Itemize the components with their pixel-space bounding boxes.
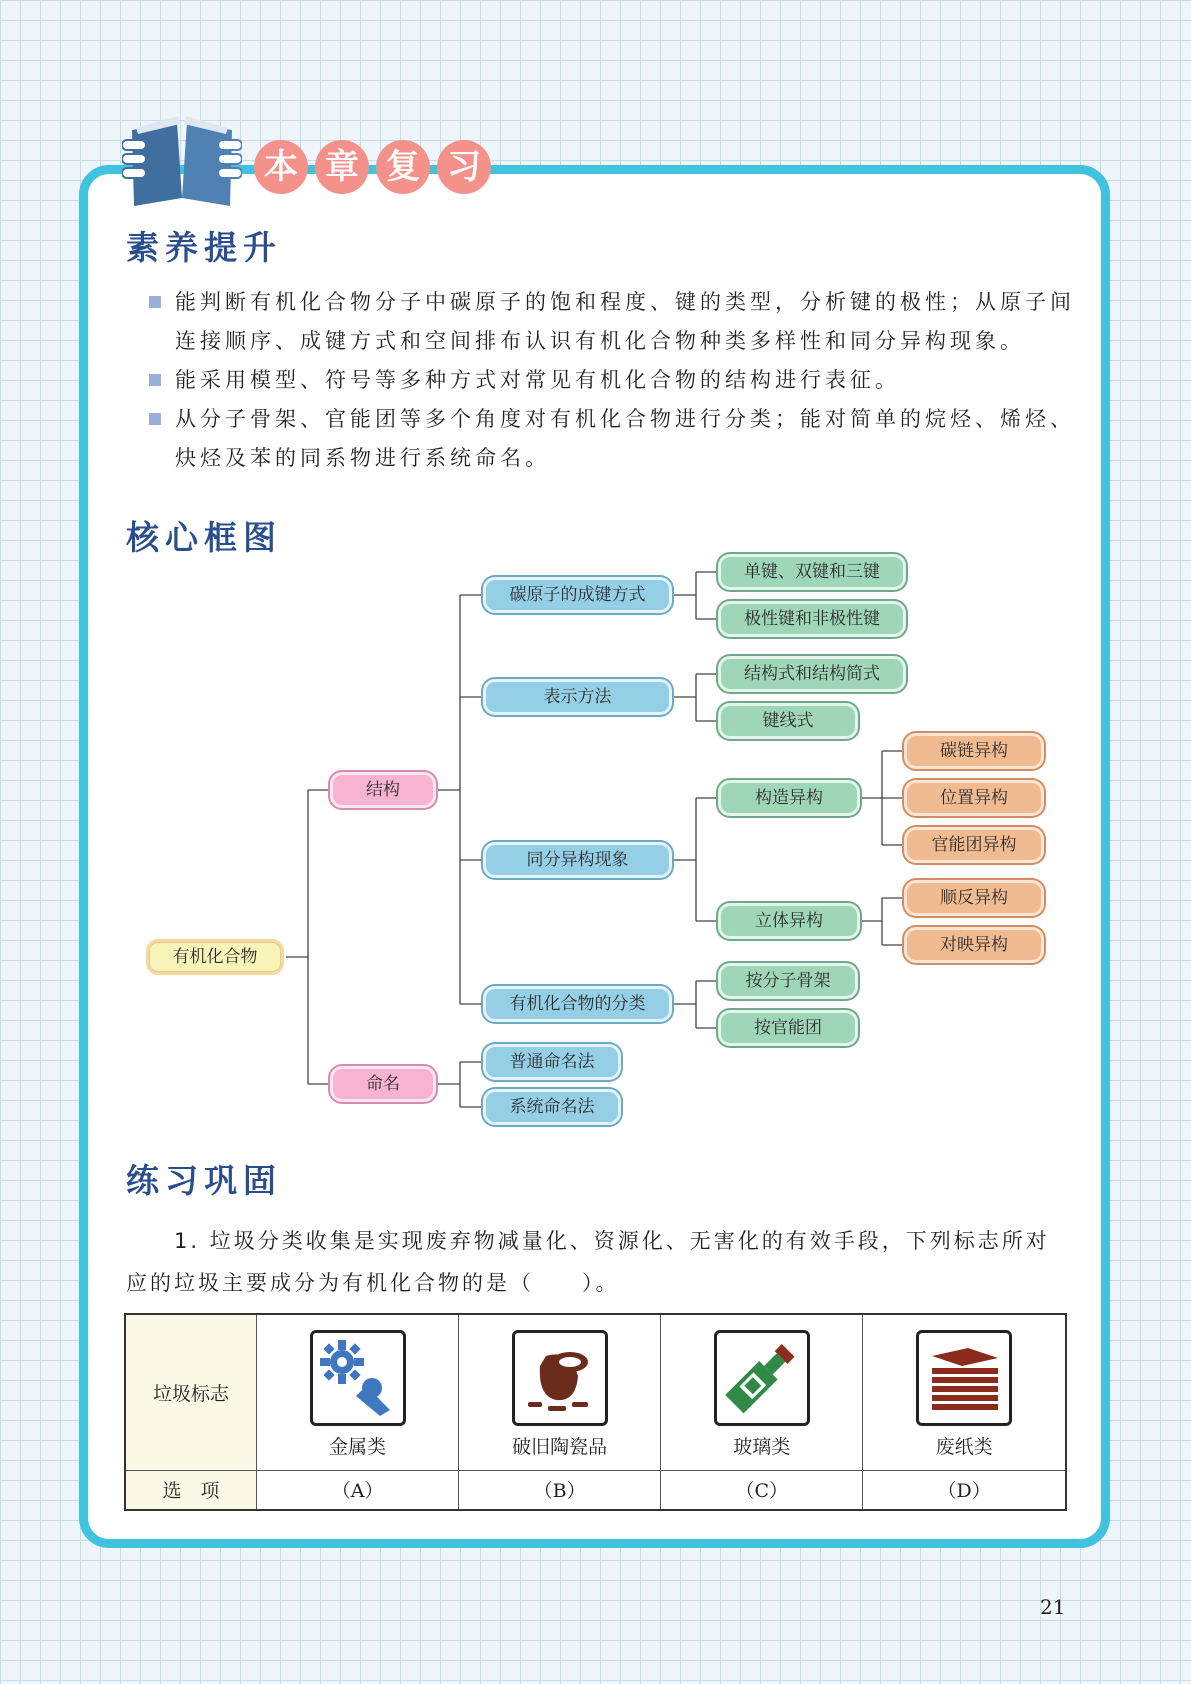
waste-sign-table <box>124 1313 1067 1511</box>
node-representation: 表示方法 <box>483 679 672 715</box>
table-cell <box>661 1314 863 1470</box>
node-stereo-isomer: 立体异构 <box>718 903 860 939</box>
waste-paper-icon <box>916 1330 1012 1426</box>
node-by-functional-group: 按官能团 <box>718 1010 858 1046</box>
node-structure: 结构 <box>330 772 436 808</box>
section-title-literacy: 素养提升 <box>126 228 282 267</box>
banner-char: 章 <box>315 140 369 194</box>
row-header-option: 选 项 <box>125 1470 257 1510</box>
open-book-icon <box>122 110 242 210</box>
bullet-item: 从分子骨架、官能团等多个角度对有机化合物进行分类；能对简单的烷烃、烯烃、炔烃及苯的同系物进行系统命名。 <box>175 400 1075 478</box>
waste-label: 玻璃类 <box>733 1435 791 1458</box>
node-common-naming: 普通命名法 <box>483 1044 621 1080</box>
option-c: （C） <box>661 1470 863 1510</box>
table-cell <box>459 1314 661 1470</box>
node-naming: 命名 <box>330 1066 436 1102</box>
bullet-square-icon <box>149 296 161 308</box>
bullet-item: 能采用模型、符号等多种方式对常见有机化合物的结构进行表征。 <box>175 361 1075 400</box>
section-title-framework: 核心框图 <box>126 518 282 557</box>
question-line: 1. 垃圾分类收集是实现废弃物减量化、资源化、无害化的有效手段，下列标志所对 <box>174 1229 1050 1253</box>
broken-ceramics-icon <box>512 1330 608 1426</box>
question-line: 应的垃圾主要成分为有机化合物的是（ ）。 <box>126 1271 620 1295</box>
banner-char: 习 <box>437 140 491 194</box>
banner-char: 复 <box>376 140 430 194</box>
glass-bottle-icon <box>714 1330 810 1426</box>
node-cis-trans-isomer: 顺反异构 <box>904 880 1044 916</box>
option-b: （B） <box>459 1470 661 1510</box>
node-single-double-triple: 单键、双键和三键 <box>718 554 906 590</box>
waste-label: 金属类 <box>329 1435 387 1458</box>
node-carbon-bonding: 碳原子的成键方式 <box>483 577 672 613</box>
node-functional-group-isomer: 官能团异构 <box>904 827 1044 863</box>
waste-label: 废纸类 <box>935 1435 993 1458</box>
row-header-sign: 垃圾标志 <box>125 1314 257 1470</box>
node-by-skeleton: 按分子骨架 <box>718 963 858 999</box>
node-classification: 有机化合物的分类 <box>483 986 672 1022</box>
bullet-square-icon <box>149 413 161 425</box>
metal-recycle-icon <box>310 1330 406 1426</box>
option-d: （D） <box>863 1470 1066 1510</box>
option-a: （A） <box>257 1470 459 1510</box>
node-organic-compound: 有机化合物 <box>146 939 284 975</box>
question-1 <box>126 1220 1066 1304</box>
node-polar-nonpolar: 极性键和非极性键 <box>718 601 906 637</box>
node-structural-formula: 结构式和结构简式 <box>718 656 906 692</box>
node-enantiomer: 对映异构 <box>904 927 1044 963</box>
literacy-bullets <box>175 283 1075 478</box>
node-position-isomer: 位置异构 <box>904 780 1044 816</box>
node-bond-line: 键线式 <box>718 703 858 739</box>
table-cell <box>257 1314 459 1470</box>
node-constitutional-isomer: 构造异构 <box>718 780 860 816</box>
bullet-square-icon <box>149 374 161 386</box>
section-title-practice: 练习巩固 <box>126 1161 282 1200</box>
bullet-item: 能判断有机化合物分子中碳原子的饱和程度、键的类型，分析键的极性；从原子间连接顺序、成键方式和空间排布认识有机化合物种类多样性和同分异构现象。 <box>175 283 1075 361</box>
node-isomerism: 同分异构现象 <box>483 842 672 878</box>
node-systematic-naming: 系统命名法 <box>483 1089 621 1125</box>
waste-label: 破旧陶瓷品 <box>512 1435 608 1458</box>
table-cell <box>863 1314 1066 1470</box>
page-number: 21 <box>1040 1595 1066 1619</box>
node-carbon-chain-isomer: 碳链异构 <box>904 733 1044 769</box>
banner-char: 本 <box>254 140 308 194</box>
